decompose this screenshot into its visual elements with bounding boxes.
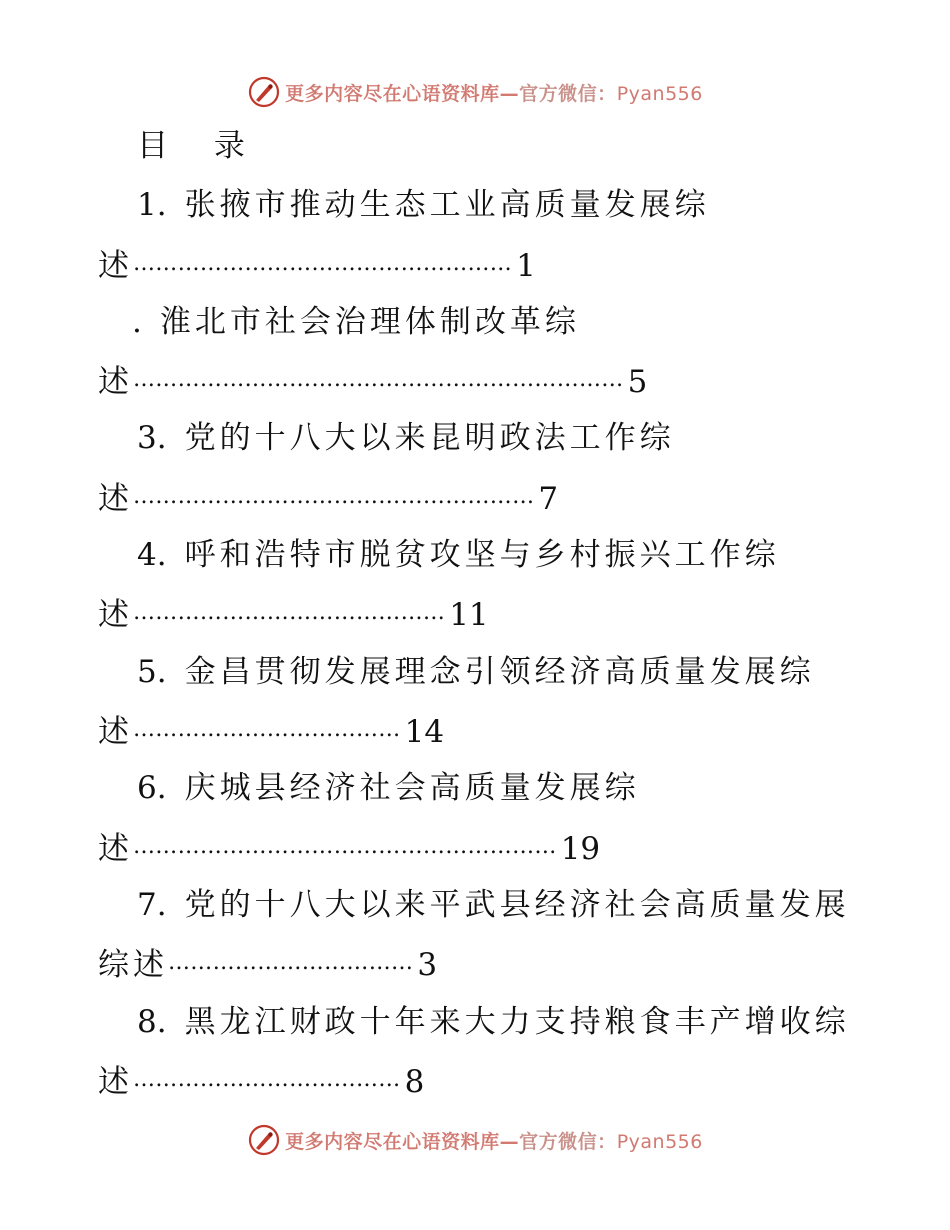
toc-entry-dots: ……………………………………………	[133, 251, 513, 276]
banner-dash: —	[499, 82, 520, 105]
toc-entry-page: 11	[449, 597, 489, 633]
banner-text	[285, 79, 703, 106]
toc-heading: 目 录	[137, 128, 263, 164]
banner-official: 官方微信：	[519, 1130, 617, 1153]
toc-entry-text: 党的十八大以来昆明政法工作综	[184, 420, 675, 456]
toc-entry-lead: 综述	[98, 947, 168, 983]
toc-entry-title[interactable]	[137, 183, 710, 227]
toc-entry-lead: 述	[98, 248, 133, 284]
toc-entry-page: 7	[538, 481, 559, 517]
banner-official: 官方微信：	[519, 82, 617, 105]
toc-entry-page: 8	[404, 1064, 425, 1100]
toc-entry-text: 庆城县经济社会高质量发展综	[184, 770, 640, 806]
toc-entry-dots: ………………………………	[133, 717, 401, 742]
toc-entry-leader[interactable]	[98, 358, 647, 404]
toc-entry-lead: 述	[98, 714, 133, 750]
toc-entry-dots: ……………………………………	[133, 600, 446, 625]
pen-logo-icon	[247, 1123, 281, 1157]
toc-entry-leader[interactable]	[98, 591, 489, 637]
toc-entry-page: 1	[516, 248, 536, 284]
toc-entry-text: 淮北市社会治理体制改革综	[159, 304, 580, 340]
toc-entry-text: 黑龙江财政十年来大力支持粮食丰产增收综	[184, 1004, 850, 1040]
toc-entry-page: 19	[560, 831, 601, 867]
toc-entry-leader[interactable]	[98, 708, 444, 754]
toc-entry-lead: 述	[98, 364, 133, 400]
header-banner	[0, 72, 950, 112]
toc-entry-text: 党的十八大以来平武县经济社会高质量发展	[184, 887, 850, 923]
toc-entry-dots: …………………………………………………	[133, 834, 557, 859]
banner-wechat-id: Pyan556	[616, 82, 703, 105]
pen-logo-icon	[247, 75, 281, 109]
toc-entry-leader[interactable]	[98, 475, 558, 521]
toc-entry-lead: 述	[98, 831, 133, 867]
toc-entry-page: 3	[417, 947, 438, 983]
toc-entry-page: 5	[627, 364, 648, 400]
toc-entry-number: 5.	[137, 654, 167, 690]
toc-entry-text: 金昌贯彻发展理念引领经济高质量发展综	[184, 654, 815, 690]
toc-entry-text: 呼和浩特市脱贫攻坚与乡村振兴工作综	[184, 537, 780, 573]
banner-dash: —	[499, 1130, 520, 1153]
toc-entry-title[interactable]	[132, 300, 580, 344]
toc-entry-leader[interactable]	[98, 941, 437, 987]
banner-text	[285, 1127, 703, 1154]
toc-entry-number: 1.	[137, 187, 167, 223]
toc-entry-lead: 述	[98, 597, 133, 633]
toc-entry-lead: 述	[98, 481, 133, 517]
toc-entry-title[interactable]	[137, 883, 850, 927]
toc-entry-number: 3.	[137, 420, 167, 456]
toc-entry-text: 张掖市推动生态工业高质量发展综	[184, 187, 710, 223]
toc-entry-title[interactable]	[137, 766, 640, 810]
toc-entry-dots: ………………………………	[133, 1067, 401, 1092]
toc-entry-title[interactable]	[137, 416, 675, 460]
toc-entry-title[interactable]	[137, 533, 780, 577]
toc-entry-number: .	[132, 304, 142, 340]
toc-entry-leader[interactable]	[98, 242, 536, 288]
banner-wechat-id: Pyan556	[616, 1130, 703, 1153]
toc-entry-lead: 述	[98, 1064, 133, 1100]
banner-main: 更多内容尽在心语资料库	[285, 82, 500, 105]
toc-entry-number: 4.	[137, 537, 167, 573]
toc-entry-dots: ………………………………………………	[133, 484, 535, 509]
toc-entry-dots: ……………………………	[168, 950, 414, 975]
toc-entry-leader[interactable]	[98, 825, 600, 871]
toc-entry-page: 14	[404, 714, 445, 750]
toc-entry-leader[interactable]	[98, 1058, 424, 1104]
footer-banner	[0, 1120, 950, 1160]
toc-entry-dots: …………………………………………………………	[133, 367, 624, 392]
toc-entry-number: 7.	[137, 887, 167, 923]
toc-entry-number: 8.	[137, 1004, 167, 1040]
toc-entry-number: 6.	[137, 770, 167, 806]
banner-main: 更多内容尽在心语资料库	[285, 1130, 500, 1153]
toc-entry-title[interactable]	[137, 1000, 850, 1044]
toc-entry-title[interactable]	[137, 650, 815, 694]
